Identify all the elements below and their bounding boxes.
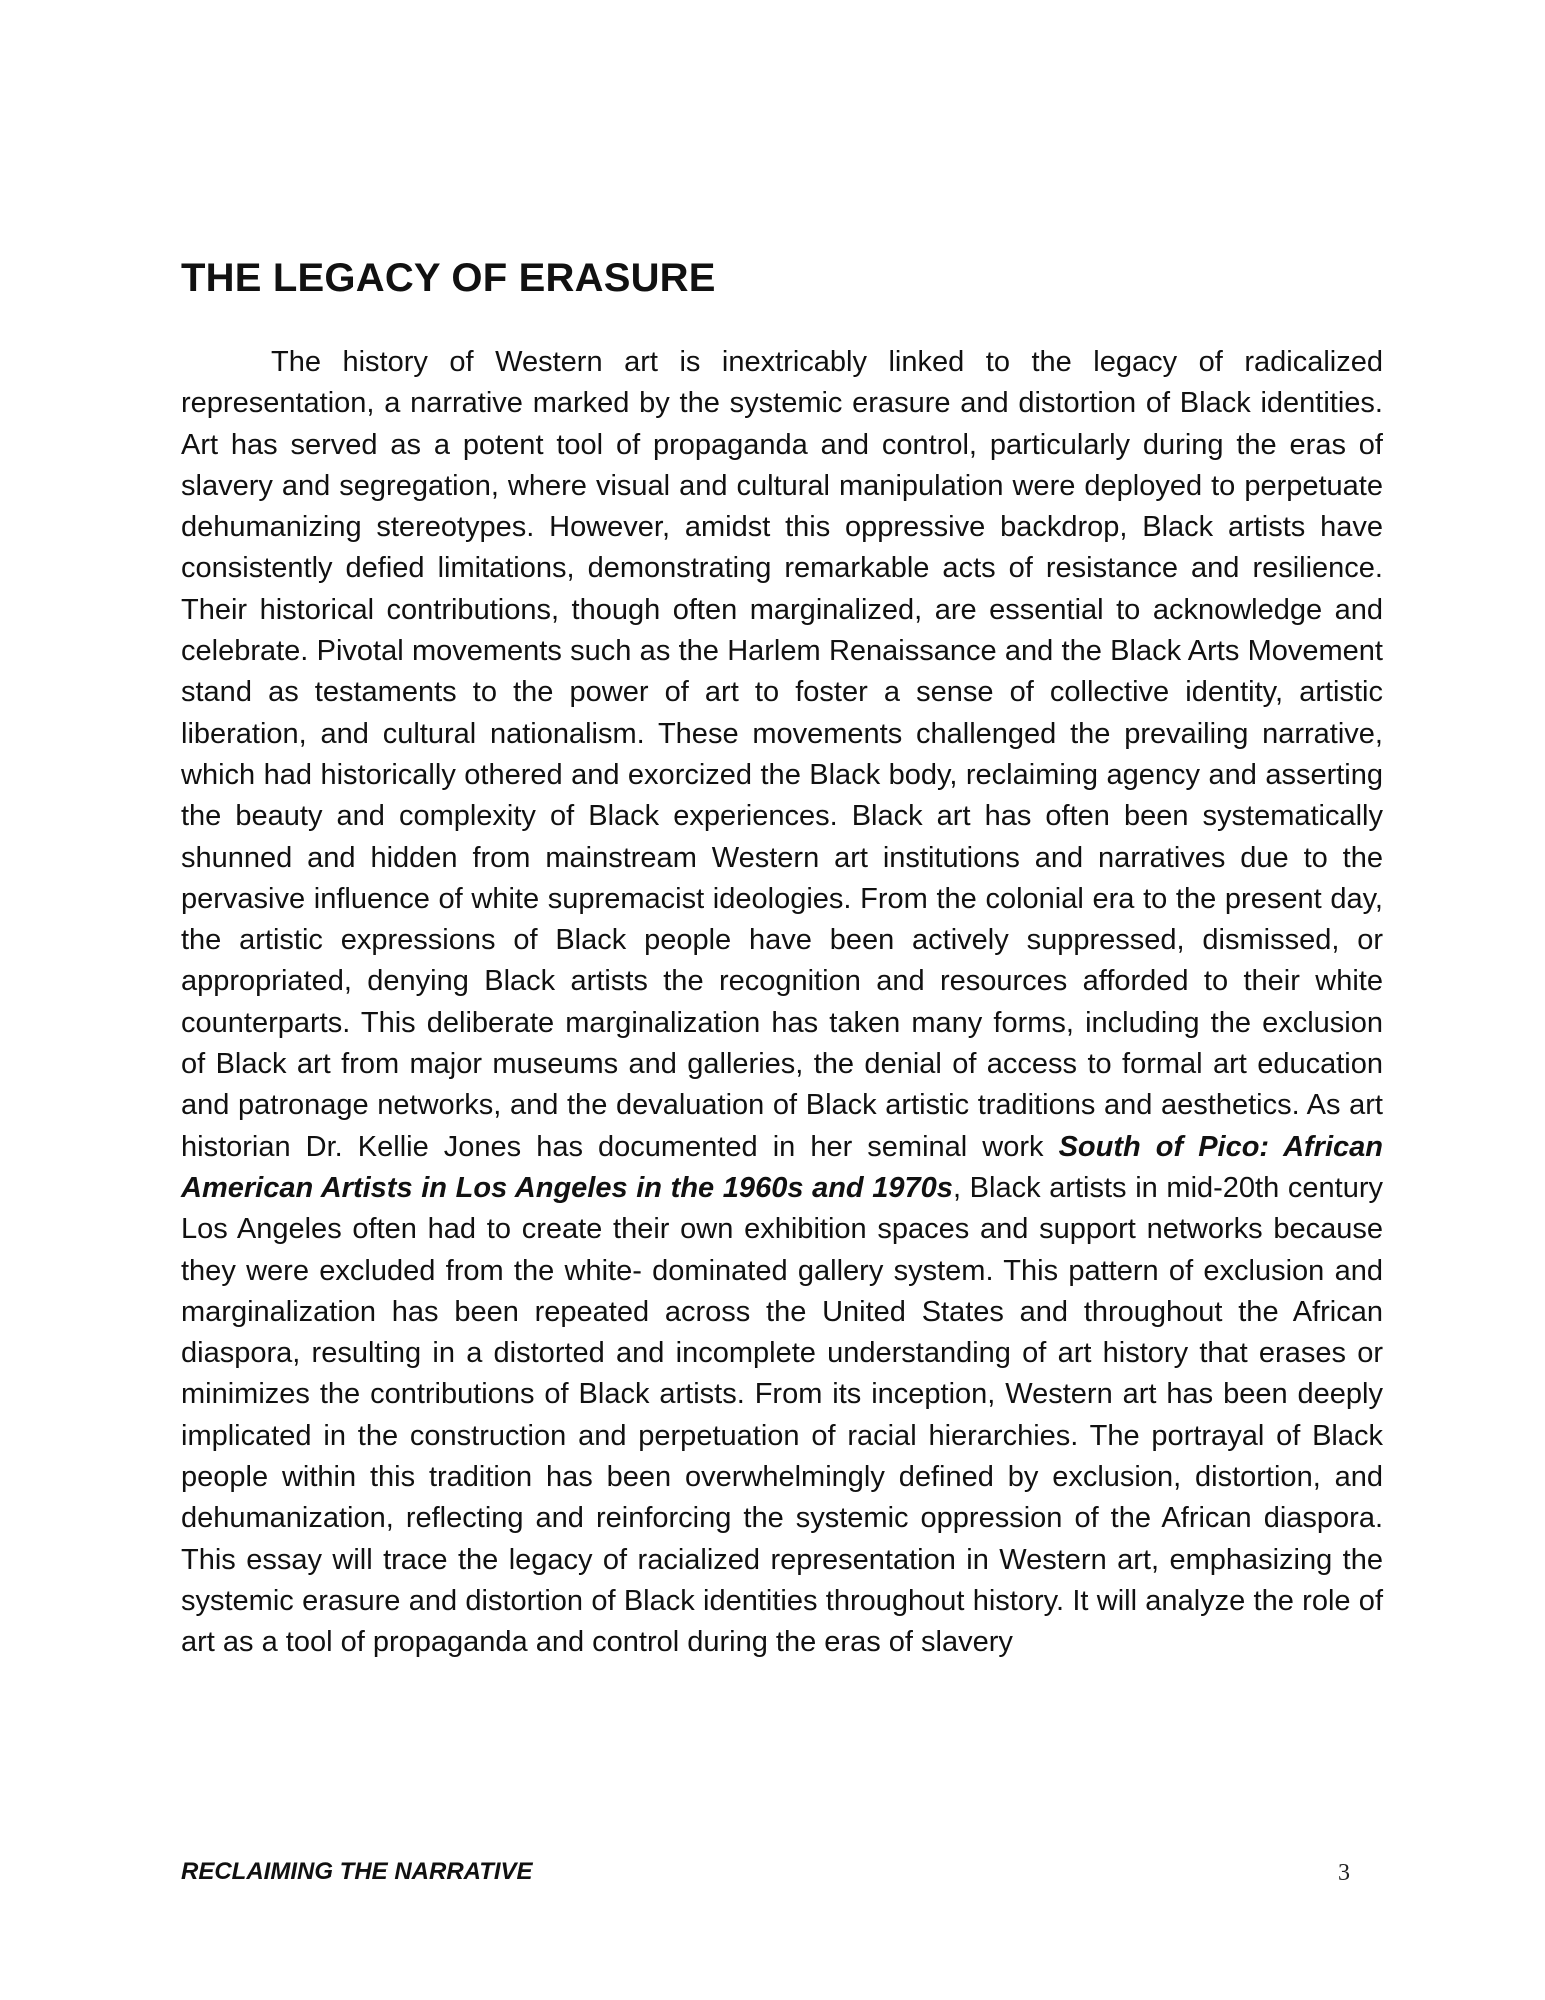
page-number: 3 [1338,1860,1350,1886]
section-heading: THE LEGACY OF ERASURE [181,256,716,300]
running-footer-title: RECLAIMING THE NARRATIVE [181,1858,533,1885]
paragraph-text-after-title: , Black artists in mid-20th century Los Angeles often had to create their own exhibition spaces and support networks because they were excluded from the white- dominated gallery system. This pattern of exclusion and marginalization has been repeated across the United States and throughout the African diaspora, resulting in a distorted and incomplete understanding of art history that erases or minimizes the contributions of Black artists. From its inception, Western art has been deeply implicated in the construction and perpetuation of racial hierarchies. The portrayal of Black people within this tradition has been overwhelmingly defined by exclusion, distortion, and dehumanization, reflecting and reinforcing the systemic oppression of the African diaspora. This essay will trace the legacy of racialized representation in Western art, emphasizing the systemic erasure and distortion of Black identities throughout history. It will analyze the role of art as a tool of propaganda and control during the eras of slavery [181,1171,1383,1659]
paragraph-text-before-title: The history of Western art is inextricably linked to the legacy of radicalized representation, a narrative marked by the systemic erasure and distortion of Black identities. Art has served as a potent tool of propaganda and control, particularly during the eras of slavery and segregation, where visual and cultural manipulation were deployed to perpetuate dehumanizing stereotypes. However, amidst this oppressive backdrop, Black artists have consistently defied limitations, demonstrating remarkable acts of resistance and resilience. Their historical contributions, though often marginalized, are essential to acknowledge and celebrate. Pivotal movements such as the Harlem Renaissance and the Black Arts Movement stand as testaments to the power of art to foster a sense of collective identity, artistic liberation, and cultural nationalism. These movements challenged the prevailing narrative, which had historically othered and exorcized the Black body, reclaiming agency and asserting the beauty and complexity of Black experiences. Black art has often been systematically shunned and hidden from mainstream Western art institutions and narratives due to the pervasive influence of white supremacist ideologies. From the colonial era to the present day, the artistic expressions of Black people have been actively suppressed, dismissed, or appropriated, denying Black artists the recognition and resources afforded to their white counterparts. This deliberate marginalization has taken many forms, including the exclusion of Black art from major museums and galleries, the denial of access to formal art education and patronage networks, and the devaluation of Black artistic traditions and aesthetics. As art historian Dr. Kellie Jones has documented in her seminal work [181,346,1383,1163]
body-paragraph [181,342,1383,1664]
book-title-reference: South of Pico: African American Artists in Los Angeles in the 1960s and 1970s [181,1130,1383,1204]
